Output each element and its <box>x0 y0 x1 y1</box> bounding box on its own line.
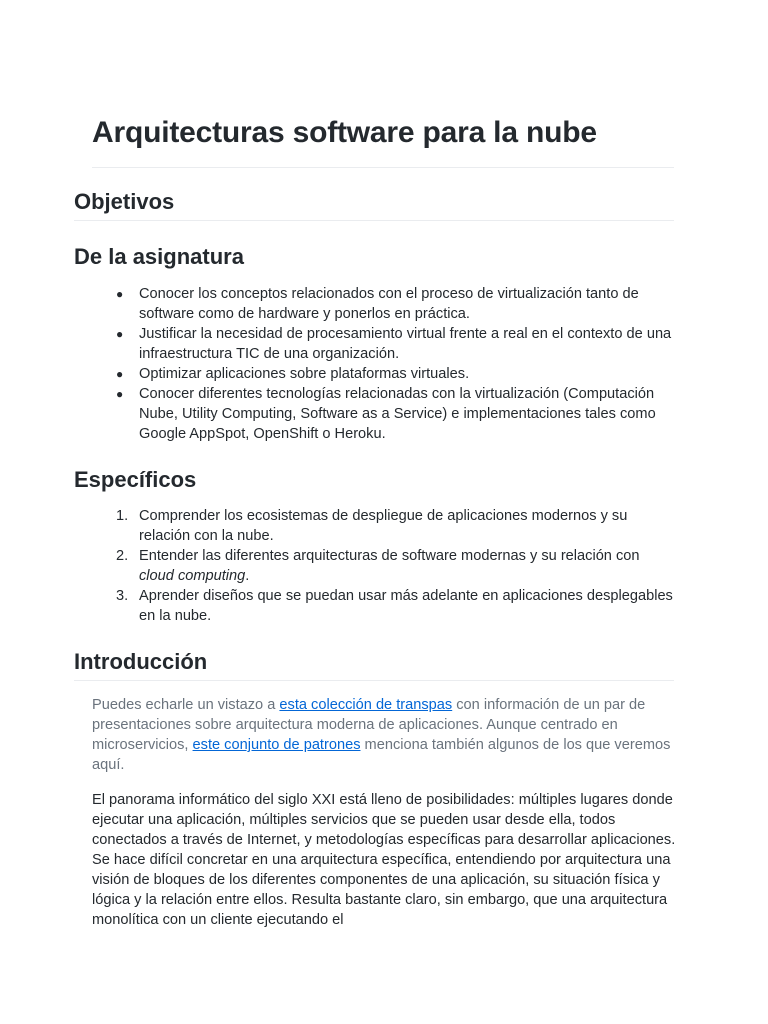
section-heading-introduccion: Introducción <box>74 647 674 681</box>
asignatura-list <box>110 284 676 444</box>
list-item-text: Conocer los conceptos relacionados con el proceso de virtualización tanto de software como de hardware y ponerlos en práctica. <box>139 286 639 322</box>
list-item <box>110 506 676 546</box>
list-item <box>110 586 676 626</box>
list-item-text: Entender las diferentes arquitecturas de software modernas y su relación con <box>139 548 640 564</box>
quote-text: menciona también algunos de los que veremos aquí. <box>92 737 671 773</box>
intro-blockquote <box>92 695 676 775</box>
list-number: 3. <box>116 588 129 604</box>
list-item-text-end: . <box>245 568 250 584</box>
list-item-text: Conocer diferentes tecnologías relacionadas con la virtualización (Computación Nube, Utility Computing, Software as a Service) e implementaciones tales como Google AppSpot, OpenShift o Heroku. <box>139 386 656 442</box>
subsection-heading-especificos: Específicos <box>74 467 197 492</box>
list-item <box>110 324 676 364</box>
bullet-icon: ● <box>116 387 124 401</box>
list-item <box>110 364 676 384</box>
list-number: 2. <box>116 548 129 564</box>
list-item-emphasis: cloud computing <box>139 568 246 584</box>
section-heading-objetivos: Objetivos <box>74 187 674 221</box>
intro-paragraph: El panorama informático del siglo XXI está lleno de posibilidades: múltiples lugares donde ejecutar una aplicación, múltiples servicios que se pueden usar desde ella, todos conectados a través de Internet, y metodologías específicas para desarrollar aplicaciones. Se hace difícil concretar en una arquitectura específica, entendiendo por arquitectura una visión de bloques de los diferentes componentes de una aplicación, su situación física y lógica y la relación entre ellos. Resulta bastante claro, sin embargo, que una arquitectura monolítica con un cliente ejecutando el <box>92 792 676 928</box>
quote-text: con información de un par de presentaciones sobre arquitectura moderna de aplicaciones. Aunque centrado en microservicios, <box>92 697 646 753</box>
quote-text: Puedes echarle un vistazo a <box>92 697 280 713</box>
list-item <box>110 284 676 324</box>
list-item <box>110 384 676 444</box>
page-title: Arquitecturas software para la nube <box>92 113 674 168</box>
bullet-icon: ● <box>116 367 124 381</box>
list-item-text: Optimizar aplicaciones sobre plataformas virtuales. <box>139 366 470 382</box>
especificos-list <box>110 506 676 626</box>
list-item-text: Comprender los ecosistemas de despliegue de aplicaciones modernos y su relación con la nube. <box>139 508 628 544</box>
list-item <box>110 546 676 586</box>
subsection-heading-asignatura: De la asignatura <box>74 244 244 269</box>
list-number: 1. <box>116 508 129 524</box>
list-item-text: Justificar la necesidad de procesamiento virtual frente a real en el contexto de una infraestructura TIC de una organización. <box>139 326 672 362</box>
transpas-link[interactable]: esta colección de transpas <box>279 697 453 713</box>
patrones-link[interactable]: este conjunto de patrones <box>192 737 361 753</box>
bullet-icon: ● <box>116 327 124 341</box>
bullet-icon: ● <box>116 287 124 301</box>
list-item-text: Aprender diseños que se puedan usar más adelante en aplicaciones desplegables en la nube. <box>139 588 673 624</box>
